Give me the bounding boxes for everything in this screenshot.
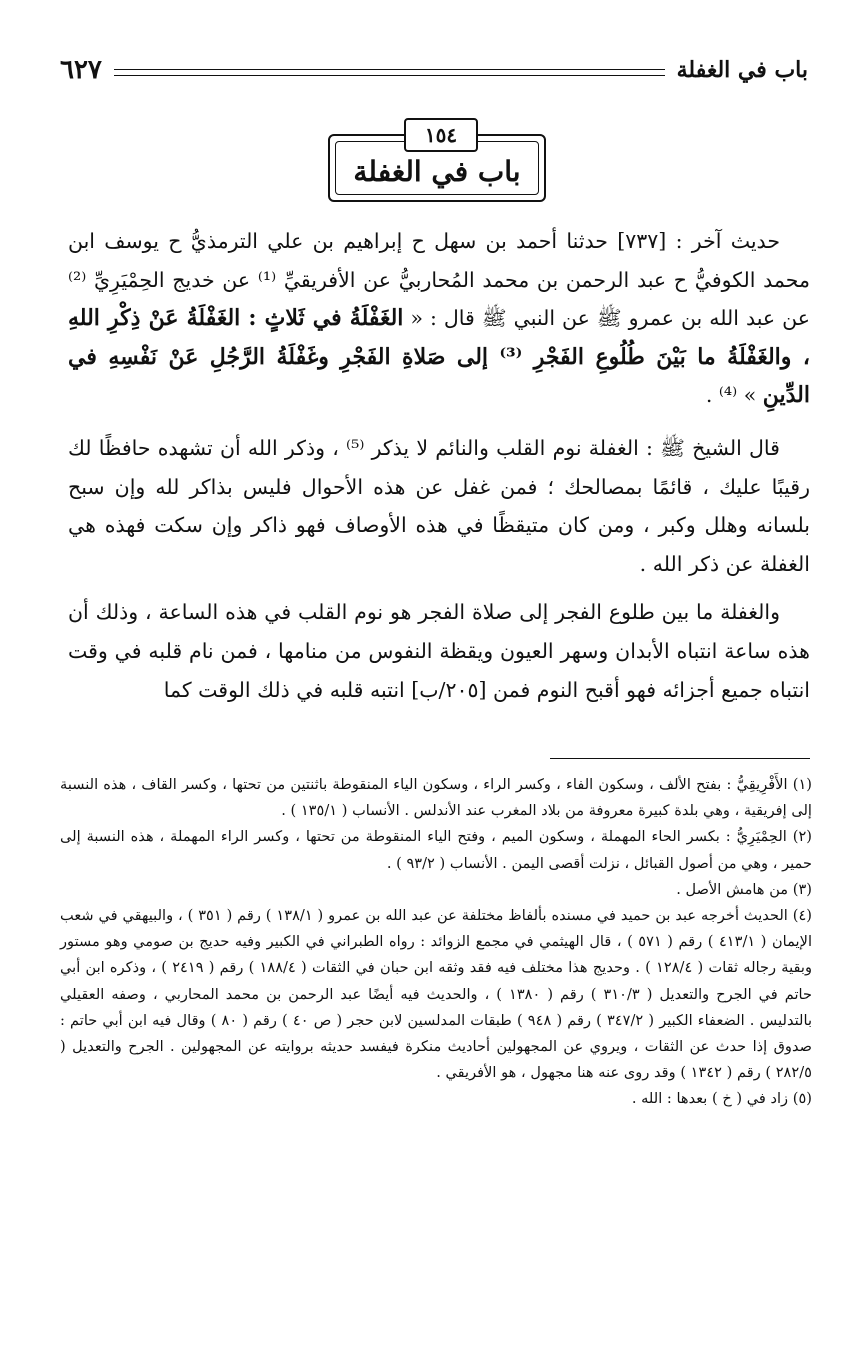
hadith-text: الغَفْلَةُ في ثَلاثٍ : الغَفْلَةُ عَنْ ذِكْرِ اللهِ ، والغَفْلَةُ ما بَيْنَ طُلُوعِ الفَجْرِ ⁽³⁾ إلى صَلاةِ الفَجْرِ وغَفْلَةُ الرَّجُلِ عَنْ نَفْسِهِ في الدِّينِ <box>68 305 810 409</box>
main-text <box>68 222 810 719</box>
running-title: باب في الغفلة <box>676 57 808 83</box>
header-rule <box>114 69 665 76</box>
chapter-number: ١٥٤ <box>404 118 478 152</box>
commentary-paragraph-1: قال الشيخ ﷺ : الغفلة نوم القلب والنائم لا يذكر ⁽⁵⁾ ، وذكر الله أن تشهده حافظًا لك رقيبًا عليك ، قائمًا بمصالحك ؛ فمن غفل عن هذه الأحوال فليس بذاكر لله وإن سبح بلسانه وهلل وكبر ، ومن كان متيقظًا في هذه الأوصاف فهو ذاكر وإن سكت فهذه هي الغفلة عن ذكر الله . <box>68 435 810 576</box>
isnad-text: حديث آخر : [٧٣٧] حدثنا أحمد بن سهل ح إبراهيم بن علي الترمذيُّ ح يوسف ابن محمد الكوفيُّ ح عبد الرحمن بن محمد المُحاربيُّ عن الأفريقيِّ ⁽¹⁾ عن خديج الحِمْيَرِيِّ ⁽²⁾ عن عبد الله بن عمرو ﷺ عن النبي ﷺ قال : « <box>68 229 811 331</box>
footnote-1: (١) الأَفْرِيقِيُّ : بفتح الألف ، وسكون الفاء ، وكسر الراء ، وسكون الياء المنقوطة باثنتين من تحتها ، وكسر القاف ، هذه النسبة إلى إفريقية ، وهي بلدة كبيرة معروفة من بلاد المغرب عند الأندلس . الأنساب ( ١٣٥/١ ) . <box>60 776 812 820</box>
page-number: ٦٢٧ <box>60 55 102 85</box>
footnote-3: (٣) من هامش الأصل . <box>676 880 812 898</box>
footnotes <box>60 772 812 1113</box>
chapter-title: باب في الغفلة <box>353 154 521 188</box>
footnote-separator <box>550 758 810 759</box>
running-header <box>60 50 808 90</box>
commentary-paragraph-2: والغفلة ما بين طلوع الفجر إلى صلاة الفجر هو نوم القلب في هذه الساعة ، وذلك أن هذه ساعة انتباه الأبدان وسهر العيون ويقظة النفوس من منامها ، فمن نام قلبه في وقت انتباه جميع أجزائه فهو أقبح النوم فمن [٢٠٥/ب] انتبه قلبه في ذلك الوقت كما <box>68 600 810 702</box>
footnote-5: (٥) زاد في ( خ ) بعدها : الله . <box>631 1090 812 1108</box>
hadith-end: » ⁽⁴⁾ . <box>705 383 763 408</box>
hadith-paragraph <box>68 222 810 415</box>
footnote-2: (٢) الحِمْيَرِيُّ : بكسر الحاء المهملة ، وسكون الميم ، وفتح الياء المنقوطة من تحتها ، وكسر الراء المهملة ، هذه النسبة إلى حمير ، وهي من أصول القبائل ، نزلت أقصى اليمن . الأنساب ( ٩٣/٢ ) . <box>60 828 812 872</box>
footnote-4: (٤) الحديث أخرجه عبد بن حميد في مسنده بألفاظ مختلفة عن عبد الله بن عمرو ( ١٣٨/١ ) رقم ( ٣٥١ ) ، والبيهقي في شعب الإيمان ( ٤١٣/١ ) رقم ( ٥٧١ ) ، قال الهيثمي في مجمع الزوائد : رواه الطبراني في الكبير وفيه حديج بن صومي وهو مستور وبقية رجاله ثقات ( ١٢٨/٤ ) . وحديج هذا مختلف فيه فقد وثقه ابن حبان في الثقات ( ١٨٨/٤ ) رقم ( ٢٤١٩ ) ، وذكره ابن أبي حاتم في الجرح والتعديل ( ٣١٠/٣ ) رقم ( ١٣٨٠ ) ، والحديث فيه أيضًا عبد الرحمن بن محمد المحاربي ، وصفه العقيلي بالتدليس . الضعفاء الكبير ( ٣٤٧/٢ ) رقم ( ٩٤٨ ) طبقات المدلسين لابن حجر ( ص ٤٠ ) رقم ( ٨٠ ) وقال فيه ابن أبي حاتم : صدوق إذا حدث عن الثقات ، ويروي عن المجهولين أحاديث منكرة فيفسد حديثه بروايته عن المجهولين . الجرح والتعديل ( ٢٨٢/٥ ) رقم ( ١٣٤٢ ) وقد روى عنه هنا مجهول ، هو الأفريقي . <box>60 907 813 1082</box>
